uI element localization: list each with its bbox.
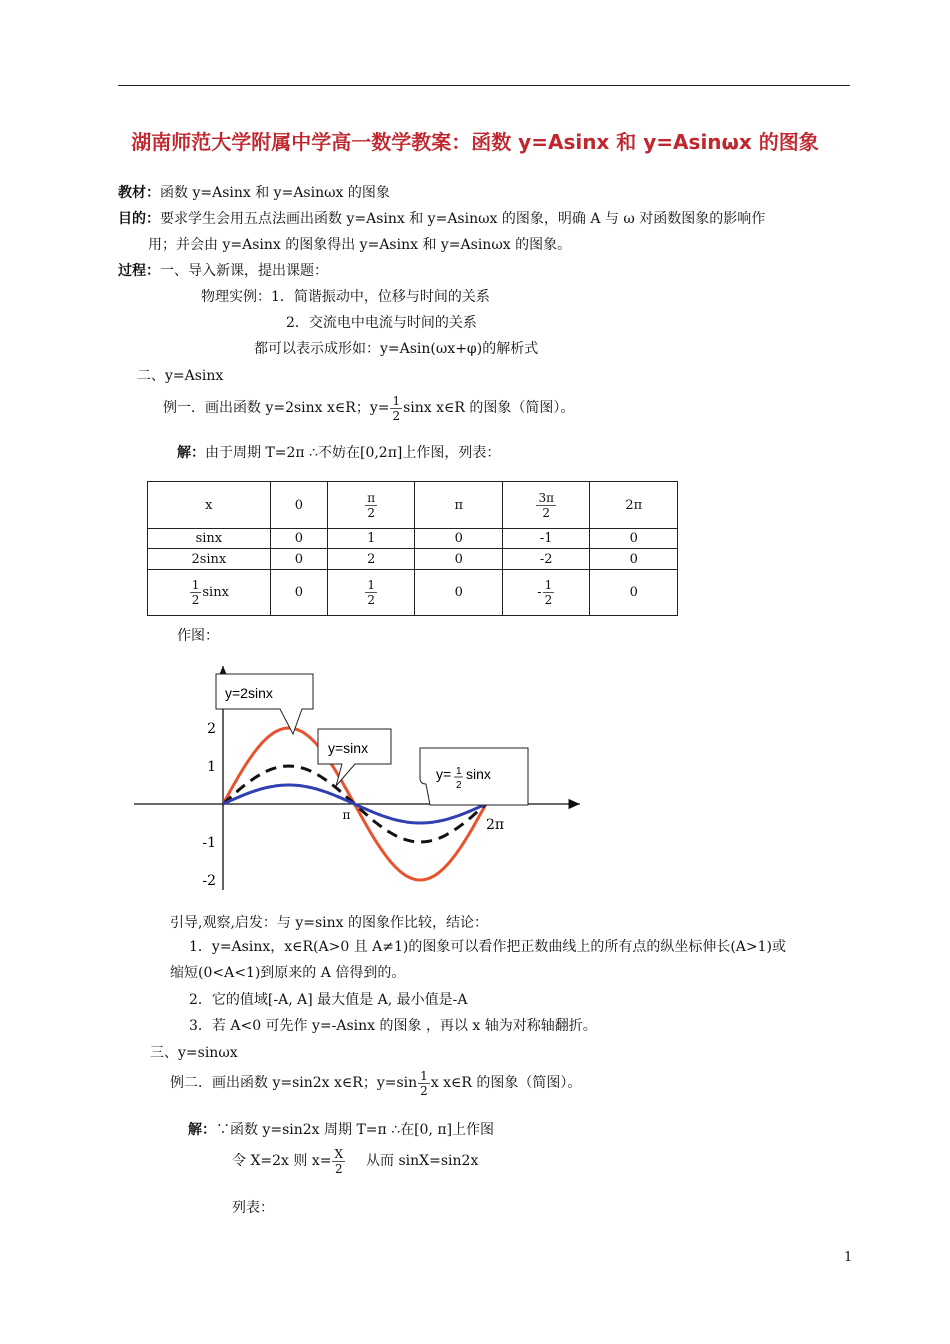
list-label: 列表： — [232, 1200, 274, 1216]
conclusion-intro: 引导,观察,启发：与 y=sinx 的图象作比较，结论： — [170, 915, 489, 931]
sine-chart — [130, 662, 590, 898]
table-row — [148, 549, 678, 570]
page-title: 湖南师范大学附属中学高一数学教案：函数 y=Asinx 和 y=Asinωx 的图象 — [131, 130, 819, 154]
table-cell: $\frac{\pi}{2}$ — [328, 482, 415, 529]
process-text: 一、导入新课，提出课题： — [160, 263, 328, 279]
header-rule — [118, 85, 850, 86]
conclusion-1b: 缩短(0<A<1)到原来的 A 倍得到的。 — [170, 965, 406, 981]
table-cell: -1 — [502, 529, 589, 549]
table-cell: -2 — [502, 549, 589, 570]
goal-text-1: 要求学生会用五点法画出函数 y=Asinx 和 y=Asinωx 的图象，明确 A 与 ω 对函数图象的影响作 — [160, 211, 766, 227]
intro-line-1: 物理实例：1．简谐振动中，位移与时间的关系 — [201, 289, 490, 305]
table-header-row — [148, 482, 678, 529]
solution-2 — [188, 1119, 494, 1139]
goal-label: 目的： — [118, 211, 160, 227]
solution-text: ∵函数 y=sin2x 周期 T=π ∴在[0, π]上作图 — [216, 1122, 495, 1138]
x-tick-label: 2π — [486, 817, 505, 833]
fraction-half: $\frac{1}{2}$ — [420, 1068, 428, 1098]
textbook-text: 函数 y=Asinx 和 y=Asinωx 的图象 — [160, 185, 390, 201]
solution-label: 解： — [188, 1122, 216, 1138]
table-cell: sinx — [148, 529, 271, 549]
callout-2sinx — [216, 674, 313, 734]
table-cell: 0 — [270, 570, 327, 616]
textbook-label: 教材： — [118, 185, 160, 201]
callout-bubble — [216, 674, 313, 734]
example-1-post: sinx x∈R 的图象（简图）。 — [403, 400, 575, 416]
goal-text-2: 用；并会由 y=Asinx 的图象得出 y=Asinx 和 y=Asinωx 的图象。 — [148, 237, 572, 253]
callout-sinx — [318, 729, 391, 786]
x-tick-label: π — [342, 808, 351, 822]
svg-text:1: 1 — [456, 766, 462, 777]
table-cell: 0 — [590, 570, 678, 616]
callout-halfsinx-pre: y= — [436, 766, 452, 782]
table-cell: 0 — [590, 529, 678, 549]
y-tick-label: 1 — [207, 759, 216, 775]
table-cell: 1 — [328, 529, 415, 549]
y-tick-label: 2 — [207, 721, 216, 737]
section-2-heading: 二、y=Asinx — [137, 368, 224, 384]
table-cell: - $\frac{1}{2}$ — [502, 570, 589, 616]
callout-halfsinx — [420, 748, 528, 805]
table-row — [148, 570, 678, 616]
table-cell: $\frac{1}{2}$ sinx — [148, 570, 271, 616]
solution-label: 解： — [177, 445, 205, 461]
table-row — [148, 529, 678, 549]
table-cell: π — [415, 482, 502, 529]
solution-1 — [177, 442, 500, 462]
table-cell: 0 — [415, 549, 502, 570]
svg-text:2: 2 — [456, 780, 462, 791]
page-number: 1 — [844, 1250, 853, 1265]
table-cell: 0 — [270, 529, 327, 549]
callout-sinx-label: y=sinx — [328, 740, 369, 756]
example-1 — [163, 393, 574, 423]
table-cell: $\frac{1}{2}$ — [328, 570, 415, 616]
table-cell: 2 — [328, 549, 415, 570]
table-cell: 2sinx — [148, 549, 271, 570]
example-2-pre: 例二．画出函数 y=sin2x x∈R；y=sin — [170, 1075, 418, 1091]
solution-text: 由于周期 T=2π ∴不妨在[0,2π]上作图，列表： — [205, 445, 501, 461]
table-cell: x — [148, 482, 271, 529]
process-line — [118, 260, 328, 280]
example-2 — [170, 1068, 581, 1098]
table-cell: 0 — [270, 482, 327, 529]
values-table — [147, 481, 678, 616]
substitution-line: 令 X=2x 则 x= $\frac{X}{2}$ 从而 sinX=sin2x — [232, 1146, 479, 1176]
intro-line-3: 都可以表示成形如：y=Asin(ωx+φ)的解析式 — [254, 341, 539, 357]
example-1-pre: 例一．画出函数 y=2sinx x∈R；y= — [163, 400, 390, 416]
table-cell: 0 — [270, 549, 327, 570]
table-cell: 0 — [590, 549, 678, 570]
intro-line-2: 2．交流电中电流与时间的关系 — [286, 315, 477, 331]
conclusion-3: 3．若 A<0 可先作 y=-Asinx 的图象 ，再以 x 轴为对称轴翻折。 — [189, 1018, 597, 1034]
conclusion-2: 2．它的值域[-A, A] 最大值是 A, 最小值是-A — [189, 992, 468, 1008]
goal-line — [118, 208, 765, 228]
draw-label: 作图： — [177, 628, 219, 644]
y-tick-label: -1 — [202, 835, 216, 851]
fraction-half: $\frac{1}{2}$ — [392, 393, 401, 423]
section-3-heading: 三、y=sinωx — [150, 1045, 238, 1061]
callout-bubble — [318, 729, 391, 786]
table-cell: 2π — [590, 482, 678, 529]
y-tick-label: -2 — [202, 873, 216, 889]
callout-2sinx-label: y=2sinx — [225, 685, 273, 701]
table-cell: 0 — [415, 570, 502, 616]
fraction-x-over-2: $\frac{X}{2}$ — [334, 1146, 344, 1176]
process-label: 过程： — [118, 263, 160, 279]
callout-halfsinx-post: sinx — [466, 766, 491, 782]
textbook-line — [118, 182, 390, 202]
example-2-post: x x∈R 的图象（简图）。 — [430, 1075, 582, 1091]
conclusion-1a: 1．y=Asinx，x∈R(A>0 且 A≠1)的图象可以看作把正数曲线上的所有点的纵坐标伸长(A>1)或 — [189, 939, 787, 955]
table-cell: 0 — [415, 529, 502, 549]
table-cell: $\frac{3\pi}{2}$ — [502, 482, 589, 529]
